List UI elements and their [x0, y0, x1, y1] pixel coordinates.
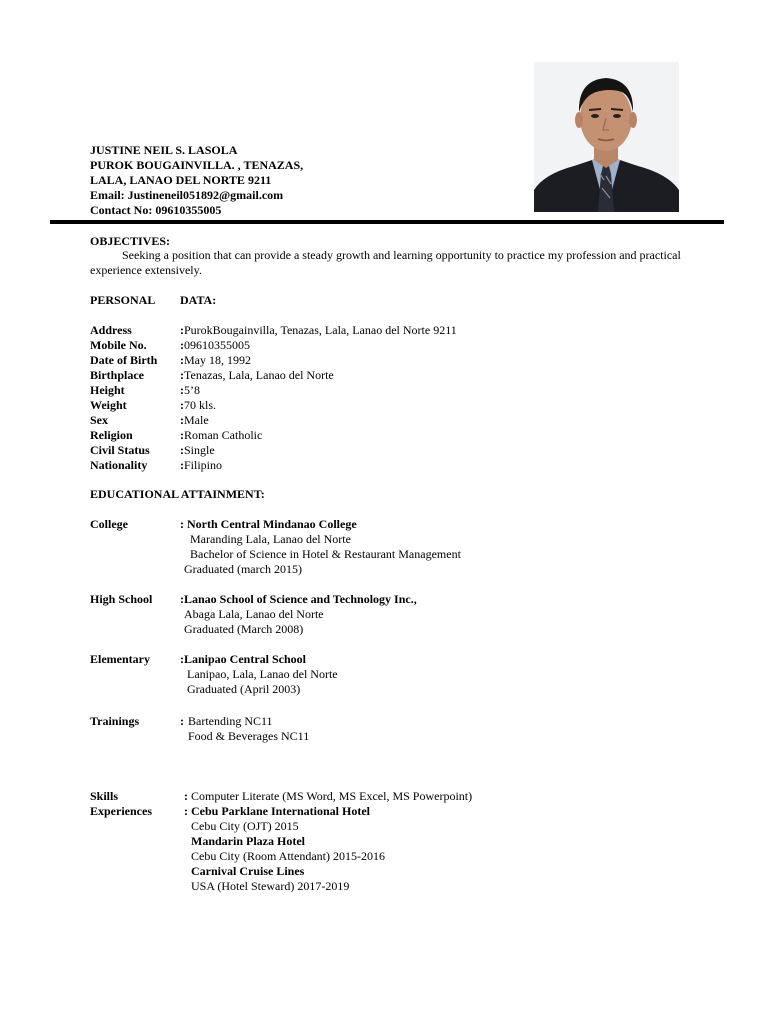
personal-label: Civil Status [90, 443, 150, 457]
experience-employer: Carnival Cruise Lines [191, 864, 305, 878]
personal-label: Sex [90, 413, 108, 427]
personal-value: Tenazas, Lala, Lanao del Norte [184, 368, 334, 382]
experiences-label: Experiences [90, 804, 152, 818]
personal-label: Birthplace [90, 368, 144, 382]
personal-value: 5’8 [184, 383, 200, 397]
skills-value: Computer Literate (MS Word, MS Excel, MS Powerpoint) [191, 789, 473, 803]
personal-label: Nationality [90, 458, 148, 472]
personal-data-heading-left: PERSONAL [90, 293, 156, 307]
personal-label: Date of Birth [90, 353, 158, 367]
personal-label: Religion [90, 428, 133, 442]
address-line-2: LALA, LANAO DEL NORTE 9211 [90, 173, 272, 187]
experience-employer: : Cebu Parklane International Hotel [184, 804, 370, 818]
college-school: : North Central Mindanao College [180, 517, 357, 531]
personal-value: 09610355005 [184, 338, 250, 352]
training-item: Food & Beverages NC11 [188, 729, 310, 743]
resume-header [90, 143, 303, 218]
personal-value: May 18, 1992 [184, 353, 251, 367]
elementary-location: Lanipao, Lala, Lanao del Norte [187, 667, 338, 681]
address-line-1: PUROK BOUGAINVILLA. , TENAZAS, [90, 158, 304, 172]
personal-label: Mobile No. [90, 338, 147, 352]
email-line: Email: Justineneil051892@gmail.com [90, 188, 284, 202]
personal-data-heading-right: DATA: [180, 293, 217, 307]
personal-value: Roman Catholic [184, 428, 263, 442]
portrait-image [534, 62, 679, 212]
trainings-label: Trainings [90, 714, 140, 728]
experience-detail: Cebu City (OJT) 2015 [191, 819, 299, 833]
applicant-name: JUSTINE NEIL S. LASOLA [90, 143, 238, 157]
resume-page: JUSTINE NEIL S. LASOLA PUROK BOUGAINVILLA. , TENAZAS, LALA, LANAO DEL NORTE 9211 Email: Justineneil051892@gmail.com Contact No: 09610355005 OBJECTIVES: Seeking a position that can provide a steady growth and learning opportunity to practice my profession and practical experience extensively. PERSONAL DATA: Address :PurokBougainvilla, Tenazas, Lala, Lanao del Norte 9211 Mobile No. :09610355005 Date of Birth :May 18, 1992 Birthplace :Tenazas, Lala, Lanao del Norte Height :5’8 Weight :70 kls. Sex :Male Religion :Roman Catholic Civil Status :Single Nationality :Filipino EDUCATIONAL ATTAINMENT: College : North Central Mindanao College Maranding Lala, Lanao del Norte Bachelor of Science in Hotel & Restaurant Management Graduated (march 2015) High School :Lanao School of Science and Technology Inc., Abaga Lala, Lanao del Norte Graduated (March 2008) Elementary :Lanipao Central School Lanipao, Lala, Lanao del Norte Graduated (April 2003) Trainings : Bartending NC11 Food & Beverages NC11 Skills : Computer Literate (MS Word, MS Excel, MS Powerpoint) Experiences : Cebu Parklane International Hotel Cebu City (OJT) 2015 Mandarin Plaza Hotel Cebu City (Room Attendant) 2015-2016 Carnival Cruise Lines USA (Hotel Steward) 2017-2019 [0, 0, 768, 1024]
header-divider [50, 220, 724, 224]
trainings-colon: : [180, 714, 184, 728]
high-school-graduated: Graduated (March 2008) [184, 622, 304, 636]
college-course: Bachelor of Science in Hotel & Restaurant Management [190, 547, 461, 561]
skills-colon: : [184, 789, 188, 803]
college-graduated: Graduated (march 2015) [184, 562, 302, 576]
experience-detail: Cebu City (Room Attendant) 2015-2016 [191, 849, 385, 863]
experience-detail: USA (Hotel Steward) 2017-2019 [191, 879, 350, 893]
personal-label: Address [90, 323, 132, 337]
elementary-graduated: Graduated (April 2003) [187, 682, 301, 696]
personal-value: PurokBougainvilla, Tenazas, Lala, Lanao del Norte 9211 [184, 323, 457, 337]
skills-label: Skills [90, 789, 119, 803]
objectives-text: Seeking a position that can provide a steady growth and learning opportunity to practice my profession and practical experience extensively. [90, 248, 681, 277]
elementary-label: Elementary [90, 652, 150, 666]
personal-value: Filipino [184, 458, 223, 472]
training-item: Bartending NC11 [188, 714, 273, 728]
objectives-heading: OBJECTIVES: [90, 234, 171, 248]
applicant-photo [534, 62, 679, 212]
personal-label: Height [90, 383, 125, 397]
college-label: College [90, 517, 128, 531]
elementary-school: :Lanipao Central School [180, 652, 307, 666]
personal-value: Male [184, 413, 209, 427]
contact-line: Contact No: 09610355005 [90, 203, 222, 217]
experience-employer: Mandarin Plaza Hotel [191, 834, 305, 848]
high-school-location: Abaga Lala, Lanao del Norte [184, 607, 324, 621]
personal-label: Weight [90, 398, 127, 412]
college-location: Maranding Lala, Lanao del Norte [190, 532, 351, 546]
high-school-label: High School [90, 592, 153, 606]
personal-value: Single [184, 443, 215, 457]
education-heading: EDUCATIONAL ATTAINMENT: [90, 487, 265, 501]
high-school-school: :Lanao School of Science and Technology Inc., [180, 592, 417, 606]
personal-value: 70 kls. [184, 398, 217, 412]
